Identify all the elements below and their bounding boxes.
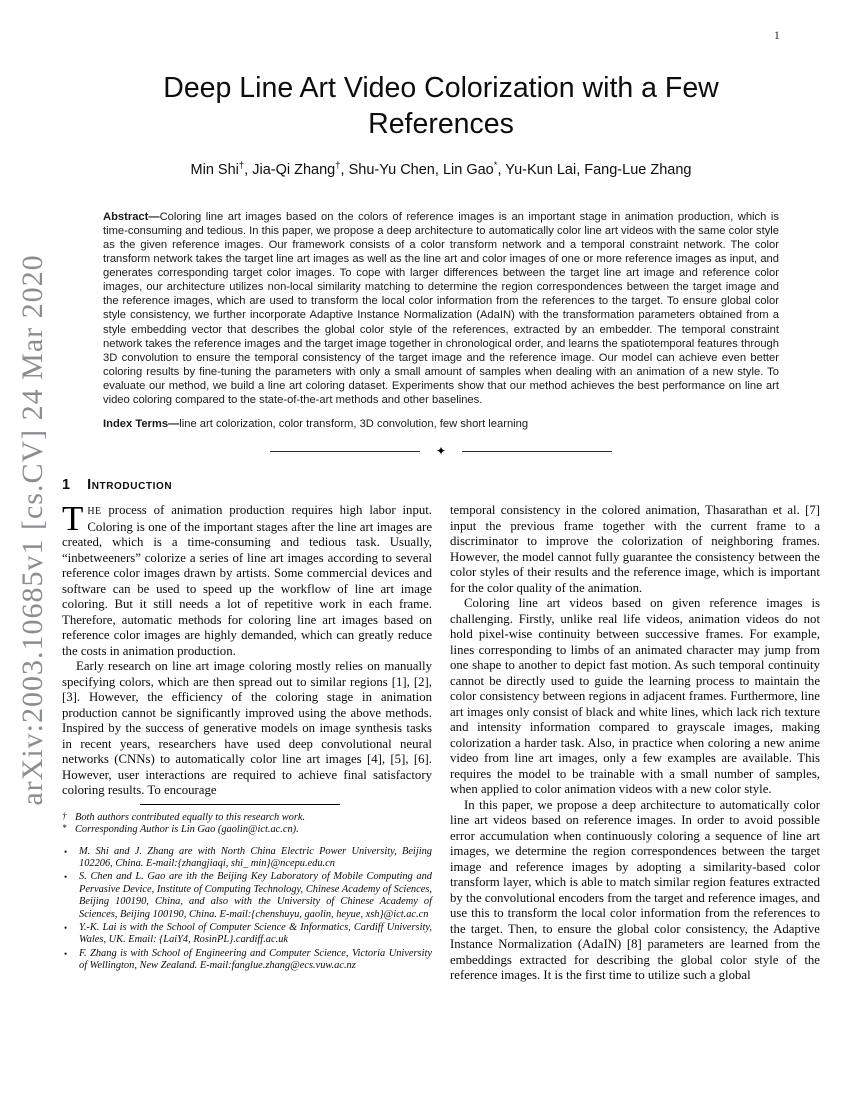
bullet-icon: •	[64, 872, 68, 883]
author-name: Jia-Qi Zhang	[252, 161, 336, 178]
asterisk-icon: *	[62, 823, 67, 834]
page-number: 1	[774, 30, 780, 42]
footnote-item: • M. Shi and J. Zhang are with North China Electric Power University, Beijing 102206, China. E-mail:{zhangjiaqi, shi_ min}@ncepu.edu.cn	[64, 845, 432, 869]
separator-line	[270, 451, 420, 452]
index-terms	[103, 417, 779, 431]
author-sup: †	[335, 160, 341, 171]
paragraph: THE process of animation production requires high labor input. Coloring is one of the important stages after the line art images are created, which is a time-consuming and tedious task. Usually, “inbetweeners” colorize a series of line art images according to several reference color images drawn by artists. Some commercial devices and software can be used to speed up the workflow of line art image coloring. But it still needs a lot of repetitive work in each frame. Therefore, automatic methods for coloring line art images based on reference color images are highly demanded, which can greatly reduce the costs in animation production.	[62, 499, 432, 658]
bullet-icon: •	[64, 922, 68, 933]
section-separator	[62, 445, 820, 457]
dropcap: T	[62, 499, 84, 539]
arxiv-watermark: arXiv:2003.10685v1 [cs.CV] 24 Mar 2020	[16, 254, 49, 806]
author-name: Min Shi	[190, 161, 239, 178]
footnote-star: * Corresponding Author is Lin Gao (gaolin@ict.ac.cn).	[62, 823, 299, 836]
index-terms-text: line art colorization, color transform, 3D convolution, few short learning	[179, 418, 529, 431]
abstract-label: Abstract—	[103, 210, 160, 223]
section-heading-introduction	[62, 477, 820, 493]
footnote-rule	[140, 804, 340, 805]
paragraph: Coloring line art videos based on given reference images is challenging. Firstly, unlike real life videos, animation videos do not hold pixel-wise continuity between successive frames. For example, lines corresponding to limbs of an animated character may jump from one shape to another to depict fast motion. As such temporal continuity cannot be directly used to guide the learning process to maintain the color consistency between regions in adjacent frames. Furthermore, line art images only consist of black and white lines, which lack rich texture and intensity information compared to grayscale images, making colorization a harder task. Also, in practice when coloring a new anime video from line art images, only a few examples are available. This requires the model to be trainable with a small number of samples, when applied to color animation videos with a new color style.	[450, 596, 820, 797]
left-column	[62, 499, 432, 984]
footnotes	[62, 804, 432, 973]
author-name: Lin Gao	[442, 161, 494, 178]
bullet-icon: •	[64, 846, 68, 857]
footnote-item: • Y.-K. Lai is with the School of Computer Science & Informatics, Cardiff University, Wales, UK. Email: {LaiY4, RosinPL}.cardiff.ac.uk	[64, 921, 432, 946]
section-title: Introduction	[87, 477, 173, 494]
footnote-item: • F. Zhang is with School of Engineering and Computer Science, Victoria University of Wellington, New Zealand. E-mail:fanglue.zhang@ecs.vuw.ac.nz	[64, 947, 432, 972]
paragraph: Early research on line art image coloring mostly relies on manually specifying colors, which are then spread out to similar regions [1], [2], [3]. However, the efficiency of the coloring stage in animation production cannot be significantly improved using the above methods. Inspired by the success of generative models on image synthesis tasks in recent years, researchers have used deep convolutional neural networks (CNNs) to automatically color line art images [4], [5], [6]. However, user interactions are required to achieve final satisfactory coloring results. To encourage	[62, 659, 432, 798]
footnote-item: • S. Chen and L. Gao are ith the Beijing Key Laboratory of Mobile Computing and Pervasive Device, Institute of Computing Technology, Chinese Academy of Sciences, Beijing 100190, China, and also with the University of Chinese Academy of Sciences, Beijing 100190, China. E-mail:{chenshuyu, gaolin, heyue, xsh}@ict.ac.cn	[64, 871, 432, 920]
right-column	[450, 503, 820, 984]
author-name: Shu-Yu Chen	[348, 161, 435, 178]
diamond-icon: ✦	[435, 444, 447, 459]
index-terms-label: Index Terms—	[103, 418, 180, 431]
paragraph: In this paper, we propose a deep architecture to automatically color line art videos based on reference images. In order to avoid possible error accumulation when continuously coloring a sequence of line art images, we determine the region correspondences between the target image and reference images by adopting a similarity-based color transform layer, which is able to match similar region features extracted by the convolutional encoders from the target and reference images, and use this to transform the local color information from the references to the target. Then, to ensure the global color consistency, the Adaptive Instance Normalization (AdaIN) [8] parameters are learned from the embeddings extracted for describing the global color style of the reference images. It is the first time to utilize such a global	[450, 797, 820, 983]
author-sup: *	[493, 160, 498, 171]
separator-line	[462, 451, 612, 452]
abstract-text: Coloring line art images based on the colors of reference images is an important stage in animation production, which is time-consuming and tedious. In this paper, we propose a deep architecture to automatically color line art videos with the same color style as the given reference images. Our framework consists of a color transform network and a temporal constraint network. The color transform network takes the target line art images as well as the line art and color images of one or more reference images as input, and generates corresponding target color images. To cope with larger differences between the target line art image and reference color images, our architecture utilizes non-local similarity matching to determine the region correspondences between the target image and the reference images, which are used to transform the local color information from the references to the target. To ensure global color style consistency, we further incorporate Adaptive Instance Normalization (AdaIN) with the transformation parameters obtained from a style embedding vector that describes the global color style of the references, extracted by an embedder. The temporal constraint network takes the reference images and the target image together in chronological order, and learns the spatiotemporal features through 3D convolution to ensure the temporal consistency of the target image and the reference image. Our model can achieve even better coloring results by fine-tuning the parameters with only a small amount of samples when dealing with an animation of a new style. To evaluate our method, we build a line art coloring dataset. Experiments show that our method achieves the best performance on line art video coloring compared to the state-of-the-art methods and other baselines.	[103, 210, 779, 407]
paragraph: temporal consistency in the colored animation, Thasarathan et al. [7] input the previous frame together with the current frame to a discriminator to improve the colorization of neighboring frames. However, the model cannot fully guarantee the consistency between the color styles of their results and the reference image, which is important for the color quality of the animation.	[450, 503, 820, 595]
bullet-icon: •	[64, 948, 68, 959]
abstract	[103, 210, 779, 407]
footnote-dagger: † Both authors contributed equally to this research work.	[62, 810, 306, 823]
footnote-list	[62, 846, 432, 973]
body-columns	[62, 499, 820, 984]
section-number: 1	[62, 477, 71, 494]
paper-content	[62, 70, 820, 984]
paper-title: Deep Line Art Video Colorization with a Few References	[163, 72, 719, 140]
author-name: Fang-Lue Zhang	[584, 161, 692, 178]
dagger-icon: †	[62, 810, 67, 821]
author-sup: †	[238, 160, 245, 171]
authors-line: Min Shi†, Jia-Qi Zhang†, Shu-Yu Chen, Lin Gao*, Yu-Kun Lai, Fang-Lue Zhang	[190, 160, 692, 178]
author-name: Yu-Kun Lai	[505, 161, 577, 178]
